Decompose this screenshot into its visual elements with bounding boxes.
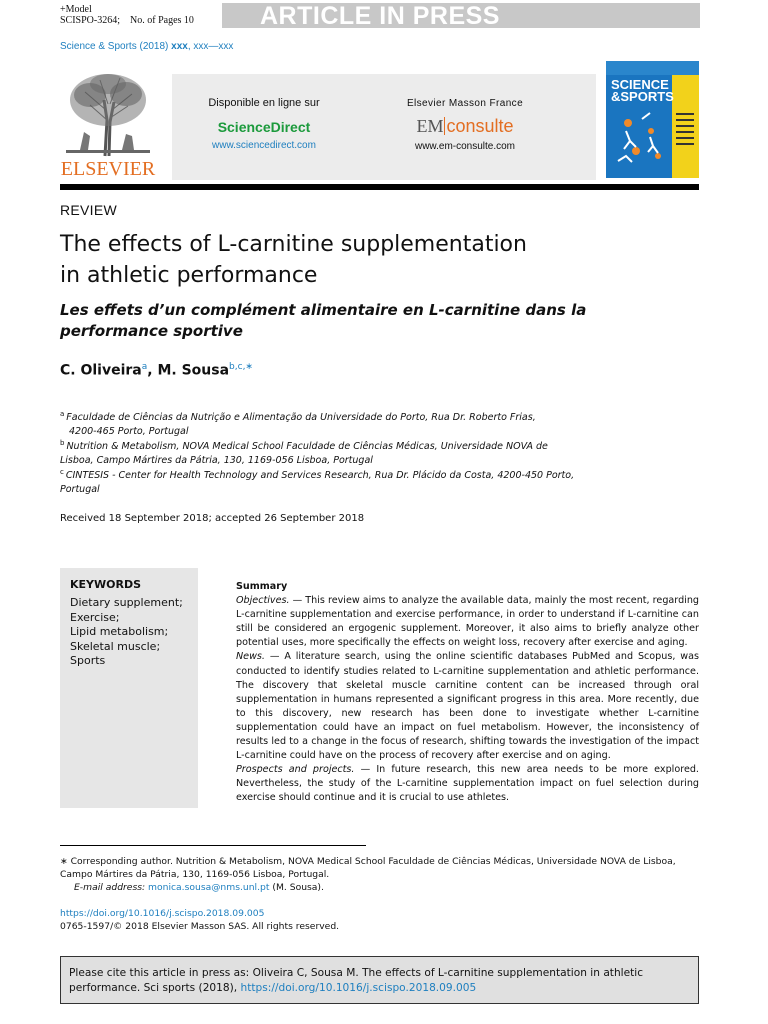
author-affiliation-link[interactable]: a [141,362,148,372]
objectives-label: Objectives. [236,595,290,607]
keyword-item: Lipid metabolism; [70,625,169,638]
summary-news [236,650,699,763]
keyword-item: Skeletal muscle; [70,639,161,653]
affiliation-marker: c [60,468,64,476]
affiliation-text: Faculdade de Ciências da Nutrição e Alimentação da Universidade do Porto, Rua Dr. Roberto Frias, [66,412,536,424]
email-suffix: (M. Sousa). [269,882,324,893]
email-link[interactable]: monica.sousa@nms.unl.pt [148,882,270,893]
keywords-title: KEYWORDS [70,578,142,591]
news-label: News. [236,651,265,663]
sciencedirect-logo[interactable]: ScienceDirect [217,119,311,135]
author-affiliation-link[interactable]: b,c,∗ [229,362,253,372]
received-dates: Received 18 September 2018; accepted 26 September 2018 [60,513,365,524]
emc-em: EM [416,116,444,136]
journal-citation[interactable] [60,41,233,52]
keyword-item: Dietary supplement; [70,596,183,609]
subtitle-line-2: performance sportive [60,322,243,340]
author-list [60,362,253,379]
article-title [60,229,680,291]
prospects-text: — In future research, this new area needs to be more explored. Nevertheless, the study of the L-carnitine supplementation impact on fuel selection during exercise should continue and it is crucial to use athletes. [236,764,699,804]
elsevier-wordmark: ELSEVIER [60,158,156,180]
affiliation-marker: a [60,410,65,418]
title-line-1: The effects of L-carnitine supplementation [60,232,527,257]
keywords-list [70,596,183,669]
email-line [60,881,700,894]
affiliation-a [60,407,620,439]
author-name: M. Sousa [157,362,230,379]
doi-link[interactable]: https://doi.org/10.1016/j.scispo.2018.09.005 [60,908,265,919]
summary-title: Summary [236,581,288,592]
affiliation-b [60,436,620,468]
article-type: REVIEW [60,202,118,218]
corresponding-text: ∗ Corresponding author. Nutrition & Metabolism, NOVA Medical School Faculdade de Ciências Médicas, Universidade NOVA de Lisboa, Campo Mártires da Pátria, 130, 1169-056 Lisboa, Portugal. [60,856,676,880]
journal-cover-image [606,61,699,178]
article-meta [60,15,204,26]
emconsulte-link[interactable]: www.em-consulte.com [414,141,516,152]
email-label: E-mail address: [74,882,146,893]
objectives-text: — This review aims to analyze the available data, mainly the most recent, regarding L-carnitine supplementation and exercise performance, in order to understand if L-carnitine can still be considered an ergogenic supplement. Moreover, it also aims to briefly analyze other potential uses, more specifically the effects on weight loss, recovery after exercise and aging. [236,595,699,649]
citation-text: Please cite this article in press as: Oliveira C, Sousa M. The effects of L-carnitine supplementation in athletic performance. Sci sports (2018), [69,967,644,994]
article-in-press-banner: ARTICLE IN PRESS [222,3,700,28]
cover-title-1: SCIENCE [611,77,669,92]
emc-publisher-label: Elsevier Masson France [406,98,524,109]
journal-volume: xxx [171,41,188,52]
model-label: +Model [60,4,92,15]
corresponding-author-note [60,855,700,894]
citation-doi-link[interactable]: https://doi.org/10.1016/j.scispo.2018.09.005 [240,982,477,994]
keyword-item: Exercise; [70,610,120,624]
abstract-summary [236,580,699,806]
affiliation-marker: b [60,439,65,447]
author-name: C. Oliveira [60,362,142,379]
emc-consulte: consulte [446,116,514,136]
article-subtitle-fr [60,300,680,342]
affiliation-text: CINTESIS - Center for Health Technology and Services Research, Rua Dr. Plácido da Costa, 4200-450 Porto, [65,470,575,482]
article-id: SCISPO-3264; [60,15,121,26]
affiliation-text: 4200-465 Porto, Portugal [69,426,189,438]
citation-notice [60,956,699,1004]
subtitle-line-1: Les effets d’un complément alimentaire en L-carnitine dans la [60,301,587,319]
author-separator: , [147,362,158,379]
available-online-label: Disponible en ligne sur [208,97,320,109]
journal-name: Science & Sports (2018) [60,41,169,52]
affiliation-text: Lisboa, Campo Mártires da Pátria, 130, 1169-056 Lisboa, Portugal [60,455,373,467]
page-count: No. of Pages 10 [130,15,194,26]
news-text: — A literature search, using the online scientific databases PubMed and Scopus, was conducted to identify studies related to L-carnitine supplementation and athletic performance. The discovery that skeletal muscle carnitine content can be increased through oral supplementation in humans represented a significant progress in this area. More recently, due to this discovery, new research has been done to investigate whether L-carnitine supplementation could have an impact on fuel metabolism. However, the inconsistency of results led to a change in the focus of research, shifting towards the investigation of the impact L-carnitine could have on the process of recovery after exercise and on aging. [236,651,699,762]
affiliation-c [60,465,620,497]
affiliation-text: Portugal [60,484,100,496]
title-line-2: in athletic performance [60,263,318,288]
cover-title-2: &SPORTS [611,89,674,104]
summary-prospects [236,763,699,805]
header-divider [60,184,699,190]
affiliation-text: Nutrition & Metabolism, NOVA Medical School Faculdade de Ciências Médicas, Universidade NOVA de [66,441,548,453]
summary-objectives [236,594,699,650]
emconsulte-logo[interactable] [390,116,540,137]
sciencedirect-link[interactable]: www.sciencedirect.com [212,140,316,151]
prospects-label: Prospects and projects. [236,764,355,776]
copyright-line: 0765-1597/© 2018 Elsevier Masson SAS. All rights reserved. [60,921,340,932]
keyword-item: Sports [70,654,106,667]
footnote-rule [60,845,366,846]
journal-pages: , xxx—xxx [187,41,234,52]
